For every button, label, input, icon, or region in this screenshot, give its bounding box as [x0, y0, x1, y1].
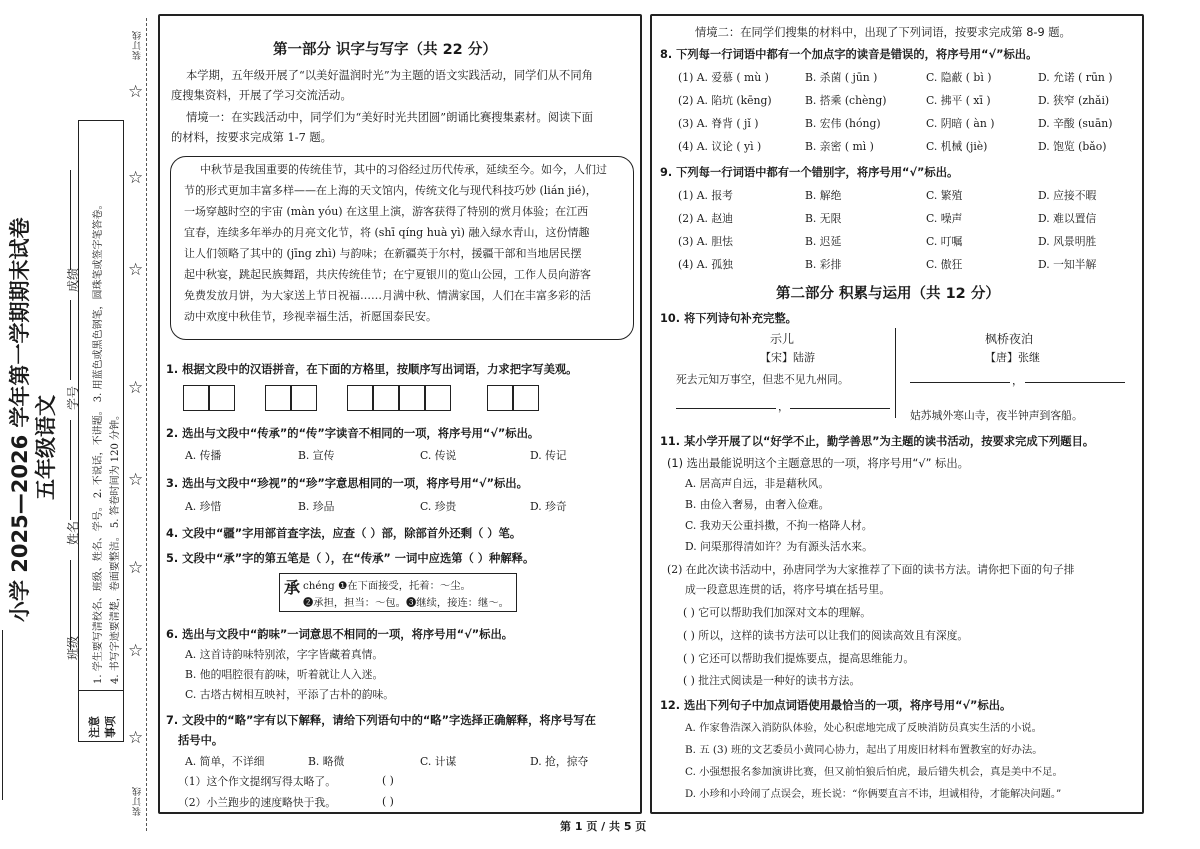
poem2-blank-2[interactable]	[1025, 382, 1125, 383]
q8-option[interactable]: D. 狭窄 (zhǎi)	[1038, 94, 1110, 107]
question-2: 2. 选出与文段中“传承”的“传”字读音不相同的一项，将序号用“√”标出。	[166, 427, 540, 440]
q8-option[interactable]: (4) A. 议论 ( yì )	[678, 140, 762, 153]
q11-order-item[interactable]: ( ) 批注式阅读是一种好的读书方法。	[683, 674, 861, 687]
question-7-cont: 括号中。	[178, 734, 224, 747]
q8-option[interactable]: C. 阴暗 ( àn )	[926, 117, 995, 130]
poem1-author: 【宋】陆游	[760, 351, 815, 364]
q8-option[interactable]: D. 饱览 (bǎo)	[1038, 140, 1107, 153]
star-icon: ☆	[128, 558, 144, 578]
q8-option[interactable]: (2) A. 陷坑 (kēng)	[678, 94, 772, 107]
q11-order-item[interactable]: ( ) 它可以帮助我们加深对文本的理解。	[683, 606, 872, 619]
poem1-title: 示儿	[770, 332, 795, 346]
writing-box[interactable]	[265, 385, 291, 411]
q9-option[interactable]: (2) A. 赵迪	[678, 212, 733, 225]
q7-option: B. 略微	[308, 755, 345, 768]
q9-option[interactable]: D. 风景明胜	[1038, 235, 1097, 248]
score-input[interactable]	[70, 170, 71, 270]
writing-box[interactable]	[209, 385, 235, 411]
passage-line: 起中秋宴，跳起民族舞蹈，共庆传统佳节；在宁夏银川的览山公园，工作人员向游客	[184, 268, 591, 281]
q7-sentence-1: （1）这个作文提纲写得太略了。	[178, 775, 337, 788]
q6-option[interactable]: C. 古塔古树相互映衬，平添了古朴的韵味。	[185, 688, 395, 701]
name-input[interactable]	[70, 420, 71, 520]
page-footer: 第 1 页 / 共 5 页	[560, 820, 647, 833]
binding-dashed-line	[146, 18, 147, 831]
dictionary-line-2: ❷承担，担当：～包。❸继续，接连：继～。	[303, 597, 509, 609]
q2-option[interactable]: C. 传说	[420, 449, 457, 462]
q7-sentence-2: （2）小兰跑步的速度略快于我。	[178, 796, 337, 809]
poem1-line: 死去元知万事空，但悲不见九州同。	[676, 373, 849, 386]
q9-option[interactable]: C. 叮嘱	[926, 235, 963, 248]
q8-option[interactable]: C. 隐蔽 ( bì )	[926, 71, 992, 84]
q7-answer-1[interactable]: ( )	[382, 774, 394, 787]
q3-option[interactable]: B. 珍品	[298, 500, 335, 513]
q8-option[interactable]: B. 亲密 ( mì )	[805, 140, 874, 153]
poem1-blank-2[interactable]	[790, 408, 890, 409]
poem2-blank-1[interactable]	[910, 382, 1010, 383]
cut-line-label-top: 装订线	[133, 30, 143, 60]
exam-title: 小学 2025—2026 学年第一学期期末试卷	[8, 217, 32, 622]
dictionary-line-1: chéng ❶在下面接受，托着：～尘。	[303, 580, 471, 592]
number-input[interactable]	[70, 300, 71, 380]
q6-option[interactable]: A. 这首诗韵味特别浓，字字皆藏着真情。	[185, 648, 384, 661]
writing-box[interactable]	[291, 385, 317, 411]
q8-option[interactable]: C. 拂平 ( xī )	[926, 94, 991, 107]
q8-option[interactable]: B. 杀菌 ( jūn )	[805, 71, 878, 84]
passage-line: 节的形式更加丰富多样——在上海的天文馆内，传统文化与现代科技巧妙 (lián jié)，	[184, 184, 597, 197]
q11-option[interactable]: C. 我劝天公重抖擞，不拘一格降人材。	[685, 519, 873, 532]
title-underline	[2, 630, 3, 800]
star-icon: ☆	[128, 260, 144, 280]
field-score-label: 成绩	[66, 267, 80, 292]
question-10: 10. 将下列诗句补充完整。	[660, 312, 797, 325]
field-name-label: 姓名	[66, 520, 80, 545]
question-12: 12. 选出下列句子中加点词语使用最恰当的一项，将序号用“√”标出。	[660, 699, 1012, 712]
subject-title: 五年级语文	[34, 395, 58, 500]
q2-option[interactable]: A. 传播	[185, 449, 222, 462]
scene1-line: 情境一：在实践活动中，同学们为“美好时光共团圆”朗诵比赛搜集素材。阅读下面	[186, 111, 593, 124]
notice-title-2: 事项	[104, 716, 117, 738]
writing-box[interactable]	[183, 385, 209, 411]
q6-option[interactable]: B. 他的唱腔很有韵味，听着就让人入迷。	[185, 668, 384, 681]
q7-option: A. 简单，不详细	[185, 755, 265, 768]
part2-title: 第二部分 积累与运用（共 12 分）	[776, 286, 1000, 302]
intro-line: 度搜集资料，开展了学习交流活动。	[171, 89, 352, 102]
question-9: 9. 下列每一行词语中都有一个错别字，将序号用“√”标出。	[660, 166, 959, 179]
q2-option[interactable]: D. 传记	[530, 449, 567, 462]
passage-line: 一场穿越时空的宇宙 (màn yóu) 在这里上演，游客获得了特别的赏月体验；在江西	[184, 205, 589, 218]
passage-line: 免费发放月饼，为大家送上节日祝福……月满中秋、情满家国，人们在丰富多彩的活	[184, 289, 591, 302]
q12-option[interactable]: A. 作家鲁浩深入消防队体验，处心积虑地完成了反映消防员真实生活的小说。	[685, 722, 1042, 734]
q9-option[interactable]: D. 难以置信	[1038, 212, 1097, 225]
writing-box[interactable]	[513, 385, 539, 411]
writing-box[interactable]	[425, 385, 451, 411]
q8-option[interactable]: (1) A. 爱慕 ( mù )	[678, 71, 769, 84]
dictionary-char: 承	[284, 578, 301, 597]
poem1-blank-1[interactable]	[676, 408, 776, 409]
question-4: 4. 文段中“疆”字用部首查字法，应查（ ）部，除部首外还剩（ ）笔。	[166, 527, 522, 540]
question-8: 8. 下列每一行词语中都有一个加点字的读音是错误的，将序号用“√”标出。	[660, 48, 1038, 61]
writing-box[interactable]	[487, 385, 513, 411]
q11-option[interactable]: A. 居高声自远，非是藉秋风。	[685, 477, 830, 490]
q9-option[interactable]: (1) A. 报考	[678, 189, 733, 202]
q11-order-item[interactable]: ( ) 它还可以帮助我们提炼要点，提高思维能力。	[683, 652, 915, 665]
q7-answer-2[interactable]: ( )	[382, 795, 394, 808]
intro-line: 本学期，五年级开展了“以美好温润时光”为主题的语文实践活动，同学们从不同角	[186, 69, 593, 82]
notice-title-1: 注意	[88, 716, 101, 738]
q9-option[interactable]: C. 噪声	[926, 212, 963, 225]
field-number-label: 学号	[66, 385, 80, 410]
question-1: 1. 根据文段中的汉语拼音，在下面的方格里，按顺序写出词语，力求把字写美观。	[166, 363, 578, 376]
q9-option[interactable]: B. 解绝	[805, 189, 842, 202]
poem2-line: 姑苏城外寒山寺，夜半钟声到客船。	[910, 409, 1083, 422]
q9-option[interactable]: (3) A. 胆怯	[678, 235, 733, 248]
question-6: 6. 选出与文段中“韵味”一词意思不相同的一项，将序号用“√”标出。	[166, 628, 514, 641]
q3-option[interactable]: C. 珍贵	[420, 500, 457, 513]
notice-item-1: 1. 学生要写清校名、班级、姓名、学号。 2. 不说话，不讲题。 3. 用蓝色或黑色钢笔，圆珠笔或签字笔答卷。	[93, 199, 104, 684]
q12-option[interactable]: D. 小珍和小玲闹了点误会，班长说：“你俩要直言不讳，坦诚相待，才能解决问题。”	[685, 789, 1062, 800]
comma: ，	[778, 400, 789, 413]
q2-option[interactable]: B. 宣传	[298, 449, 335, 462]
q11-option[interactable]: D. 问渠那得清如许？为有源头活水来。	[685, 540, 873, 553]
star-icon: ☆	[128, 641, 144, 661]
passage-line: 宜春，连续多年举办的月亮文化节，将 (shī qíng huà yì) 融入绿水青山，这份情趣	[184, 226, 590, 239]
q9-option[interactable]: D. 应接不暇	[1038, 189, 1097, 202]
q9-option[interactable]: (4) A. 孤独	[678, 258, 733, 271]
question-11: 11. 某小学开展了以“好学不止，勤学善思”为主题的读书活动，按要求完成下列题目。	[660, 435, 1095, 448]
comma: ，	[1012, 374, 1023, 387]
q8-option[interactable]: D. 辛酸 (suān)	[1038, 117, 1113, 130]
poem2-title: 枫桥夜泊	[985, 332, 1034, 346]
q8-option[interactable]: D. 允诺 ( rūn )	[1038, 71, 1113, 84]
q9-option[interactable]: D. 一知半解	[1038, 258, 1097, 271]
question-7: 7. 文段中的“略”字有以下解释，请给下列语句中的“略”字选择正确解释，将序号写在	[166, 714, 596, 727]
writing-box[interactable]	[373, 385, 399, 411]
q12-option[interactable]: C. 小强想报名参加演讲比赛，但又前怕狼后怕虎，最后错失机会，真是美中不足。	[685, 766, 1063, 778]
q11-sub-2: (2) 在此次读书活动中，孙唐同学为大家推荐了下面的读书方法。请你把下面的句子排	[667, 563, 1075, 576]
passage-line: 让人们领略了其中的 (jīng zhì) 与韵味；在新疆英于尔村，援疆干部和当地居民摆	[184, 247, 582, 260]
writing-box[interactable]	[347, 385, 373, 411]
passage-line: 中秋节是我国重要的传统佳节，其中的习俗经过历代传承，延续至今。如今，人们过	[200, 163, 607, 176]
field-class-label: 班级	[66, 635, 80, 660]
q8-option[interactable]: C. 机械 (jiè)	[926, 140, 988, 153]
star-icon: ☆	[128, 728, 144, 748]
question-5: 5. 文段中“承”字的第五笔是（ ），在“传承” 一词中应选第（ ）种解释。	[166, 552, 535, 565]
q8-option[interactable]: B. 搭乘 (chèng)	[805, 94, 887, 107]
star-icon: ☆	[128, 378, 144, 398]
q11-sub-1: (1) 选出最能说明这个主题意思的一项，将序号用“√” 标出。	[667, 457, 969, 470]
poem2-author: 【唐】张继	[985, 351, 1040, 364]
q7-option: D. 抢，掠夺	[530, 755, 589, 768]
q11-order-item[interactable]: ( ) 所以，这样的读书方法可以让我们的阅读高效且有深度。	[683, 629, 969, 642]
q11-option[interactable]: B. 由俭入奢易，由奢入俭难。	[685, 498, 830, 511]
scene1-line: 的材料，按要求完成第 1-7 题。	[171, 131, 332, 144]
question-3: 3. 选出与文段中“珍视”的“珍”字意思相同的一项，将序号用“√”标出。	[166, 477, 528, 490]
star-icon: ☆	[128, 470, 144, 490]
notice-item-2: 4. 书写字迹要清楚，卷面要整洁。 5. 答卷时间为 120 分钟。	[110, 409, 121, 684]
q9-option[interactable]: C. 繁殖	[926, 189, 963, 202]
cut-line-label-bottom: 装订线	[133, 786, 143, 816]
part1-title: 第一部分 识字与写字（共 22 分）	[273, 42, 497, 58]
scene2-text: 情境二：在同学们搜集的材料中，出现了下列词语，按要求完成第 8-9 题。	[695, 26, 1071, 39]
q11-sub-2-cont: 成一段意思连贯的话，将序号填在括号里。	[685, 583, 891, 596]
q9-option[interactable]: C. 傲狂	[926, 258, 963, 271]
q12-option[interactable]: B. 五 (3) 班的文艺委员小黄同心协力，起出了用废旧材料布置教室的好办法。	[685, 744, 1043, 756]
q3-option[interactable]: A. 珍惜	[185, 500, 222, 513]
class-input[interactable]	[70, 560, 71, 650]
writing-box[interactable]	[399, 385, 425, 411]
q9-option[interactable]: B. 迟延	[805, 235, 842, 248]
q3-option[interactable]: D. 珍奇	[530, 500, 567, 513]
star-icon: ☆	[128, 82, 144, 102]
star-icon: ☆	[128, 168, 144, 188]
q8-option[interactable]: (3) A. 脊背 ( jǐ )	[678, 117, 759, 130]
passage-line: 动中欢度中秋佳节，珍视幸福生活，祈愿国泰民安。	[184, 310, 437, 323]
q7-option: C. 计谋	[420, 755, 457, 768]
q9-option[interactable]: B. 无限	[805, 212, 842, 225]
q8-option[interactable]: B. 宏伟 (hóng)	[805, 117, 881, 130]
poem-divider	[895, 328, 896, 418]
q9-option[interactable]: B. 彩排	[805, 258, 842, 271]
